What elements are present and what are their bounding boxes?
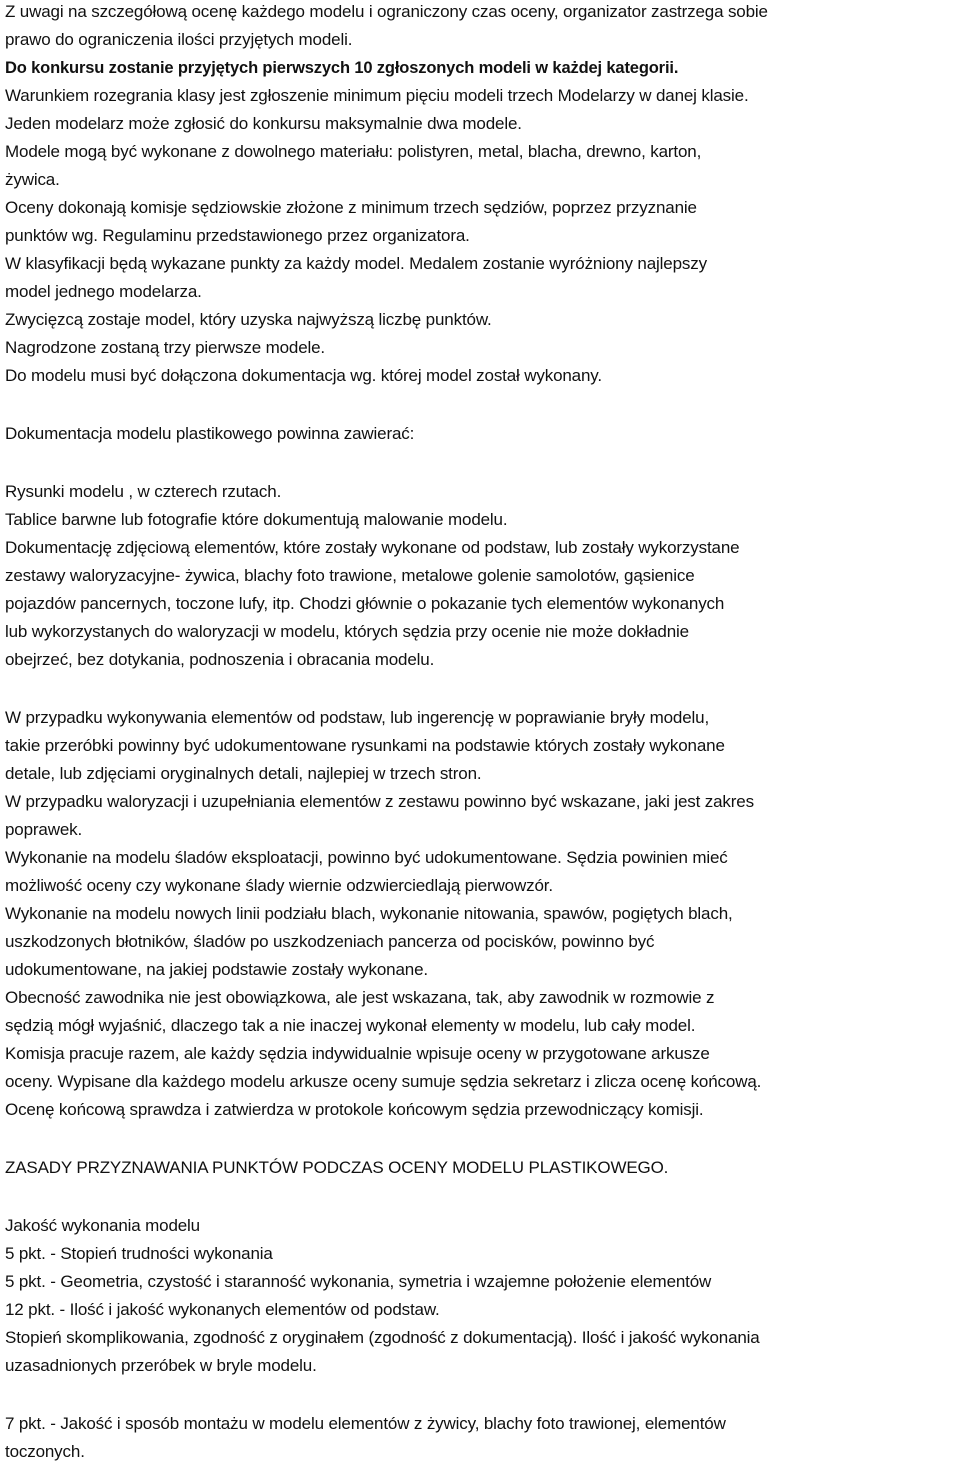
text-line: Jeden modelarz może zgłosić do konkursu maksymalnie dwa modele. [5,114,522,133]
section-subheading: Jakość wykonania modelu [5,1216,200,1235]
text-line: żywica. [5,170,60,189]
text-line: detale, lub zdjęciami oryginalnych detali, najlepiej w trzech stron. [5,764,482,783]
text-line: Wykonanie na modelu nowych linii podziału blach, wykonanie nitowania, spawów, pogiętych blach, [5,904,733,923]
text-line: 5 pkt. - Stopień trudności wykonania [5,1244,273,1263]
text-line: Rysunki modelu , w czterech rzutach. [5,482,282,501]
text-line-bold: Do konkursu zostanie przyjętych pierwszych 10 zgłoszonych modeli w każdej kategorii. [5,59,679,77]
text-line: oceny. Wypisane dla każdego modelu arkusze oceny sumuje sędzia sekretarz i zlicza ocenę końcową. [5,1072,762,1091]
text-line: W przypadku wykonywania elementów od podstaw, lub ingerencję w poprawianie bryły modelu, [5,708,710,727]
text-line: 12 pkt. - Ilość i jakość wykonanych elementów od podstaw. [5,1300,440,1319]
text-line: Komisja pracuje razem, ale każdy sędzia indywidualnie wpisuje oceny w przygotowane arkusze [5,1044,710,1063]
text-line: Dokumentację zdjęciową elementów, które zostały wykonane od podstaw, lub zostały wykorzystane [5,538,740,557]
text-line: Do modelu musi być dołączona dokumentacja wg. której model został wykonany. [5,366,602,385]
text-line: zestawy waloryzacyjne- żywica, blachy foto trawione, metalowe golenie samolotów, gąsienice [5,566,695,585]
text-line: W klasyfikacji będą wykazane punkty za każdy model. Medalem zostanie wyróżniony najlepszy [5,254,707,273]
section-heading: ZASADY PRZYZNAWANIA PUNKTÓW PODCZAS OCENY MODELU PLASTIKOWEGO. [5,1158,669,1177]
text-line: 5 pkt. - Geometria, czystość i staranność wykonania, symetria i wzajemne położenie elementów [5,1272,712,1291]
text-line: Modele mogą być wykonane z dowolnego materiału: polistyren, metal, blacha, drewno, karton, [5,142,702,161]
text-line: obejrzeć, bez dotykania, podnoszenia i obracania modelu. [5,650,435,669]
text-line: takie przeróbki powinny być udokumentowane rysunkami na podstawie których zostały wykonane [5,736,725,755]
text-line: poprawek. [5,820,83,839]
text-line: Zwycięzcą zostaje model, który uzyska najwyższą liczbę punktów. [5,310,492,329]
text-line: Warunkiem rozegrania klasy jest zgłoszenie minimum pięciu modeli trzech Modelarzy w danej klasie. [5,86,749,105]
text-line: uszkodzonych błotników, śladów po uszkodzeniach pancerza od pocisków, powinno być [5,932,655,951]
text-line: Wykonanie na modelu śladów eksploatacji, powinno być udokumentowane. Sędzia powinien mieć [5,848,728,867]
text-line: model jednego modelarza. [5,282,202,301]
section-heading: Dokumentacja modelu plastikowego powinna zawierać: [5,424,415,443]
text-line: toczonych. [5,1442,85,1461]
text-line: punktów wg. Regulaminu przedstawionego przez organizatora. [5,226,470,245]
text-line: Z uwagi na szczegółową ocenę każdego modelu i ograniczony czas oceny, organizator zastrzega sobie [5,2,768,21]
text-line: Tablice barwne lub fotografie które dokumentują malowanie modelu. [5,510,508,529]
text-line: lub wykorzystanych do waloryzacji w modelu, których sędzia przy ocenie nie może dokładnie [5,622,689,641]
text-line: możliwość oceny czy wykonane ślady wiernie odzwierciedlają pierwowzór. [5,876,553,895]
text-line: prawo do ograniczenia ilości przyjętych modeli. [5,30,353,49]
text-line: W przypadku waloryzacji i uzupełniania elementów z zestawu powinno być wskazane, jaki jest zakres [5,792,754,811]
text-line: Oceny dokonają komisje sędziowskie złożone z minimum trzech sędziów, poprzez przyznanie [5,198,697,217]
text-line: Obecność zawodnika nie jest obowiązkowa, ale jest wskazana, tak, aby zawodnik w rozmowie z [5,988,715,1007]
text-line: sędzią mógł wyjaśnić, dlaczego tak a nie inaczej wykonał elementy w modelu, lub cały model. [5,1016,696,1035]
text-line: pojazdów pancernych, toczone lufy, itp. Chodzi głównie o pokazanie tych elementów wykonanych [5,594,725,613]
text-line: udokumentowane, na jakiej podstawie zostały wykonane. [5,960,428,979]
text-line: uzasadnionych przeróbek w bryle modelu. [5,1356,317,1375]
text-line: Nagrodzone zostaną trzy pierwsze modele. [5,338,325,357]
text-line: Ocenę końcową sprawdza i zatwierdza w protokole końcowym sędzia przewodniczący komisji. [5,1100,704,1119]
text-line: 7 pkt. - Jakość i sposób montażu w modelu elementów z żywicy, blachy foto trawionej, elementów [5,1414,726,1433]
text-line: Stopień skomplikowania, zgodność z oryginałem (zgodność z dokumentacją). Ilość i jakość wykonania [5,1328,760,1347]
